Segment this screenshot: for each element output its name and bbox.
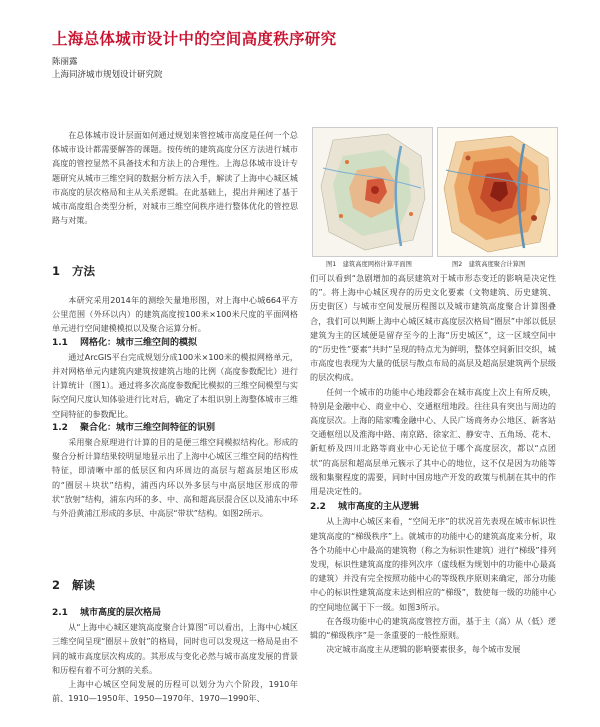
figure-2-map <box>437 127 558 257</box>
right-column-body <box>310 271 556 656</box>
figure-2-caption: 图2 建筑高度聚合计算图 <box>452 261 526 268</box>
subsection-1-2-num: 1.2 <box>52 422 68 433</box>
author: 陈丽露 <box>52 57 78 67</box>
paper-title: 上海总体城市设计中的空间高度秩序研究 <box>52 30 337 48</box>
section-1-body <box>52 293 298 520</box>
subsection-2-1-num: 2.1 <box>52 608 68 618</box>
abstract-text: 在总体城市设计层面如何通过规划来管控城市高度是任何一个总体城市设计都需要解答的课题。按传统的建筑高度分区方法进行城市高度的管控显然不具备技术和方法上的合理性。上海总体城市设计专题研究从城市三维空间的数据分析方法入手，解读了上海中心城区城市高度的层次格局和主从关系逻辑。在此基础上，提出并阐述了基于城市高度组合类型分析，对城市三维空间秩序进行整体优化的管控思路与对策。 <box>52 130 298 226</box>
subsection-1-1-num: 1.1 <box>52 337 68 348</box>
section-2-heading <box>52 577 95 593</box>
subsection-1-2-title: 聚合化：城市三维空间特征的识别 <box>80 422 216 433</box>
right-column-paragraph-1: 们可以看到“急剧增加的高层建筑对于城市形态变迁的影响是决定性的”。将上海中心城区现存的历史文化要素（文物建筑、历史建筑、历史街区）与城市空间发展历程图以及城市建筑高度聚合计算图叠合，我们可以判断上海中心城区城市高度层次格局“圈层”中部以低层建筑为主的区域便是留存至今的上海“历史城区”，这一区域空间中的“历史性”要素“共时”呈现的特点尤为鲜明，整体空间新旧交织，城市高度也表现为大量的低层与散点布局的高层及超高层建筑两个层级的层次构成。 <box>310 273 556 383</box>
affiliation: 上海同济城市规划设计研究院 <box>52 70 163 80</box>
subsection-2-1-heading <box>52 606 298 620</box>
subsection-1-2-text: 采用聚合原理进行计算的目的是便三维空间模拟结构化。形成的聚合分析计算结果较明显地显示出了上海中心城区三维空间的结构性特征，即清晰中部的低层区和内环周边的高层与超高层地区形成的“圈层＋块状”结构，浦西内环以外多层与中高层地区形成的带状“放射”结构，浦东内环的多、中、高和超高层混合区以及浦东中环与外沿黄浦江形成的多层、中高层“带状”结构。如图2所示。 <box>52 437 298 519</box>
abstract <box>52 128 298 227</box>
figure-2-aggregation-map-graphic <box>438 128 557 256</box>
subsection-2-2-text-2: 在各级功能中心的建筑高度管控方面，基于主（高）从（低）逻辑的“梯级秩序”是一条重要的一般性原则。 <box>310 615 556 641</box>
subsection-1-1-text: 通过ArcGIS平台完成规划分成100米×100米的模拟网格单元，并对网格单元内建筑内建筑按建筑占地的比例（高度参数配比）进行计算统计（图1）。通过将多次高度参数配比模拟的三维空间模型与实际空间尺度认知体验进行比对后，确定了本组识别上海整体城市三维空间特征的参数配比。 <box>52 351 298 419</box>
section-2-body <box>52 606 298 705</box>
subsection-1-2-heading <box>52 421 298 435</box>
section-2-num: 2 <box>52 578 61 592</box>
section-2-title: 解读 <box>72 578 95 592</box>
section-1-heading <box>52 263 95 279</box>
figure-1-grid-map-graphic <box>313 128 432 256</box>
subsection-2-2-num: 2.2 <box>310 502 326 513</box>
section-1-intro: 本研究采用2014年的测绘矢量地形图，对上海中心城664平方公里范围（外环以内）的建筑高度按100米×100米尺度的平面网格单元进行空间建模模拟以及聚合运算分析。 <box>52 295 298 334</box>
subsection-2-2-title: 城市高度的主从逻辑 <box>338 502 420 513</box>
subsection-2-1-text-2: 上海中心城区空间发展的历程可以划分为六个阶段，1910年前、1910—1950年、1950—1970年、1970—1990年、 <box>52 679 298 704</box>
subsection-2-2-text-1: 从上海中心城区来看，“空间无序”的状况首先表现在城市标识性建筑高度的“梯级秩序”上。就城市的功能中心的建筑高度来分析，取各个功能中心中最高的建筑物（称之为标识性建筑）进行“梯级”排列发现，标识性建筑高度的排列次序（虚线框为规划中的功能中心最高的建筑）并没有完全按照功能中心的等级秩序原则来确定，部分功能中心的标识性建筑高度未达到相应的“梯级”，数使每一级的功能中心的空间地位属于下一级。如图3所示。 <box>310 516 556 612</box>
section-1-num: 1 <box>52 264 61 278</box>
subsection-2-1-text-1: 从“上海中心城区建筑高度聚合计算图”可以看出，上海中心城区三维空间呈现“圈层＋放射”的格局，同时也可以发现这一格局是由不同的城市高度层次构成的。其形成与变化必然与城市高度发展的背景和历程有着不可分割的关系。 <box>52 622 298 675</box>
subsection-1-1-heading <box>52 336 298 350</box>
subsection-2-2-heading <box>310 500 556 514</box>
subsection-2-2-text-3: 决定城市高度主从逻辑的影响要素很多，每个城市发展 <box>326 644 521 655</box>
right-column-paragraph-2: 任何一个城市的功能中心地段都会在城市高度上次上有所反映，特别是金融中心、商业中心、交通枢纽地段。往往具有突出与周边的高度层次。上海的陆家嘴金融中心、人民广场商务办公地区、新客站交通枢纽以及淮海中路、南京路、徐家汇、静安寺、五角场、花木、新虹桥及四川北路等商业中心无论位于哪个高度层次，都以“点团状”的高层和超高层单元簇示了其中心的地位，这不仅是因为功能等级和集聚程度的需要，同时中国房地产开发的政策与机制在其中的作用是决定性的。 <box>310 386 556 497</box>
subsection-1-1-title: 网格化：城市三维空间的模拟 <box>80 337 198 348</box>
figure-1-map <box>312 127 433 257</box>
figure-1-caption: 图1 建筑高度网格计算平面图 <box>326 261 412 268</box>
subsection-2-1-title: 城市高度的层次格局 <box>80 608 162 618</box>
section-1-title: 方法 <box>72 264 95 278</box>
